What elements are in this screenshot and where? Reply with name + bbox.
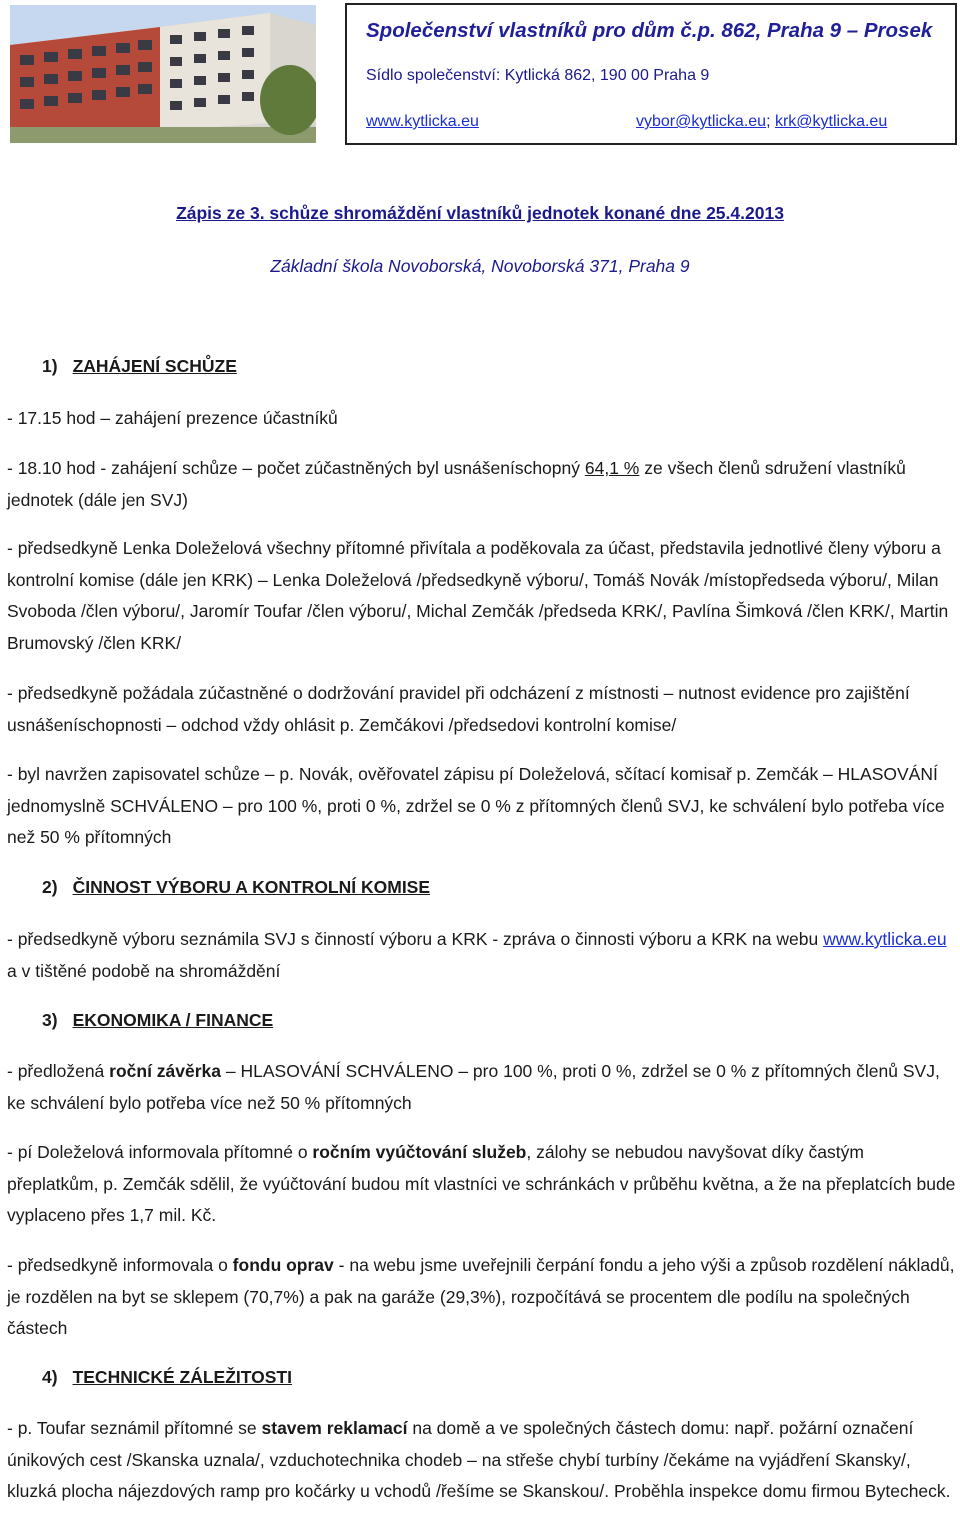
text-run: ze všech členů sdružení vlastníků jednotek (dále jen SVJ) <box>7 458 906 510</box>
paragraph-presence: - 17.15 hod – zahájení prezence účastníků <box>7 408 338 428</box>
section-number: 3) <box>42 1010 58 1030</box>
paragraph-rules: - předsedkyně požádala zúčastněné o dodržování pravidel při odcházení z místnosti – nutnost evidence pro zajištění usnášeníschopnosti – odchod vždy ohlásit p. Zemčákovi /předsedovi kontrolní komise/ <box>7 683 910 735</box>
paragraph-complaints <box>7 1413 957 1508</box>
bold-run: ročním vyúčtování služeb <box>312 1142 527 1162</box>
section-heading-4 <box>42 1367 292 1388</box>
association-address: Sídlo společenství: Kytlická 862, 190 00 Praha 9 <box>366 67 710 84</box>
text-run: - p. Toufar seznámil přítomné se <box>7 1418 262 1438</box>
paragraph-committee-members: - předsedkyně Lenka Doleželová všechny přítomné přivítala a poděkovala za účast, představila jednotlivé členy výboru a kontrolní komise (dále jen KRK) – Lenka Doleželová /předsedkyně výboru/, Tomáš Novák /místopředseda výboru/, Milan Svoboda /člen výboru/, Jaromír Toufar /člen výboru/, Michal Zemčák /předseda KRK/, Pavlína Šimková /člen KRK/, Martin Brumovský /člen KRK/ <box>7 538 949 653</box>
paragraph-annual-statement <box>7 1056 957 1119</box>
email-separator: ; <box>766 113 775 130</box>
email-links <box>636 113 887 131</box>
document-subtitle: Základní škola Novoborská, Novoborská 371, Praha 9 <box>270 256 690 276</box>
email-link-vybor[interactable]: vybor@kytlicka.eu <box>636 113 767 130</box>
section-title: TECHNICKÉ ZÁLEŽITOSTI <box>72 1367 292 1387</box>
paragraph-services-billing <box>7 1137 957 1232</box>
section-title: EKONOMIKA / FINANCE <box>72 1010 274 1030</box>
bold-run: fondu oprav <box>232 1255 334 1275</box>
section-title: ZAHÁJENÍ SCHŮZE <box>72 356 237 376</box>
website-link[interactable]: www.kytlicka.eu <box>366 113 479 130</box>
text-run: – HLASOVÁNÍ SCHVÁLENO – pro 100 %, proti 0 %, zdržel se 0 % z přítomných členů SVJ, ke schválení bylo potřeba více než 50 % přítomných <box>7 1061 940 1113</box>
association-header <box>345 3 957 145</box>
bold-run: stavem reklamací <box>261 1418 408 1438</box>
building-illustration <box>10 5 316 143</box>
text-run: - předsedkyně výboru seznámila SVJ s činností výboru a KRK - zpráva o činnosti výboru a KRK na webu <box>7 929 824 949</box>
paragraph-meeting-start <box>7 453 957 516</box>
paragraph-recorder-vote: - byl navržen zapisovatel schůze – p. Novák, ověřovatel zápisu pí Doleželová, sčítací komisař p. Zemčák – HLASOVÁNÍ jednomyslně SCHVÁLENO – pro 100 %, proti 0 %, zdržel se 0 % z přítomných členů SVJ, ke schválení bylo potřeba více než 50 % přítomných <box>7 764 945 847</box>
website-link-wrap <box>366 113 479 131</box>
quorum-percentage: 64,1 % <box>584 458 640 478</box>
section-number: 1) <box>42 356 58 376</box>
text-run: - předložená <box>7 1061 110 1081</box>
text-run: a v tištěné podobě na shromáždění <box>7 960 281 981</box>
document-title: Zápis ze 3. schůze shromáždění vlastníků jednotek konané dne 25.4.2013 <box>176 203 784 223</box>
section-heading-1 <box>42 356 237 377</box>
text-run: na domě a ve společných částech domu: např. požární označení únikových cest /Skanska uznala/, vzduchotechnika chodeb – na střeše chybí turbíny /čekáme na vyjádření Skansky/, kluzká plocha nájezdových ramp pro kočárky u vchodů /řešíme se Skanskou/. Proběhla inspekce domu firmou Bytecheck. <box>7 1418 951 1501</box>
text-run: - pí Doleželová informovala přítomné o <box>7 1142 313 1162</box>
section-heading-2 <box>42 877 430 898</box>
text-run: - předsedkyně informovala o <box>7 1255 233 1275</box>
building-photo <box>10 5 316 143</box>
text-run: - na webu jsme uveřejnili čerpání fondu a jeho výši a způsob rozdělení nákladů, je rozdělen na byt se sklepem (70,7%) a pak na garáže (29,3%), rozpočítává se procentem dle podílu na společných částech <box>7 1255 955 1338</box>
email-link-krk[interactable]: krk@kytlicka.eu <box>774 113 888 130</box>
section-title: ČINNOST VÝBORU A KONTROLNÍ KOMISE <box>72 877 431 897</box>
bold-run: roční závěrka <box>109 1061 222 1081</box>
association-name: Společenství vlastníků pro dům č.p. 862, Praha 9 – Prosek <box>366 19 933 42</box>
paragraph-repair-fund <box>7 1250 957 1345</box>
text-run: - 18.10 hod - zahájení schůze – počet zúčastněných byl usnášeníschopný <box>7 458 585 478</box>
section-number: 4) <box>42 1367 58 1387</box>
text-run: , zálohy se nebudou navyšovat díky častým přeplatkům, p. Zemčák sdělil, že vyúčtování budou mít vlastníci ve schránkách v průběhu května, a že na přeplatcích bude vyplaceno přes 1,7 mil. Kč. <box>7 1142 956 1225</box>
section-heading-3 <box>42 1010 273 1031</box>
website-link-inline[interactable]: www.kytlicka.eu <box>823 929 947 949</box>
section-number: 2) <box>42 877 58 897</box>
paragraph-committee-report <box>7 924 957 987</box>
